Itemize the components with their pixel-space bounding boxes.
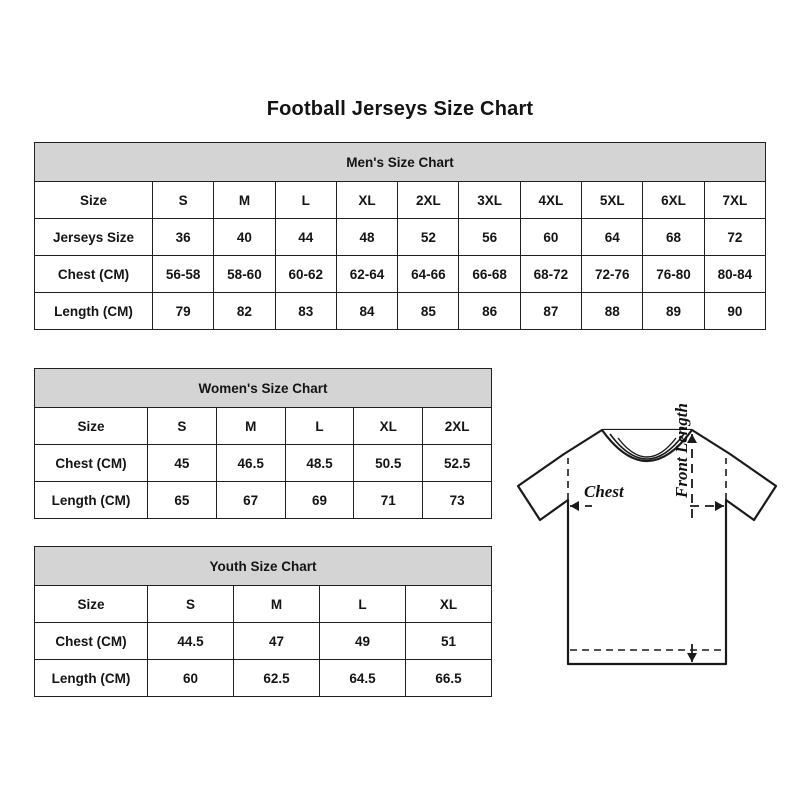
cell: 46.5 [216, 445, 285, 482]
chest-measurement-label: Chest [584, 482, 624, 501]
row-label: Chest (CM) [35, 623, 148, 660]
table-row [35, 256, 766, 293]
row-label: Size [35, 408, 148, 445]
cell: 62-64 [336, 256, 397, 293]
table-row [35, 482, 492, 519]
table-row [35, 623, 492, 660]
cell: L [275, 182, 336, 219]
cell: M [234, 586, 320, 623]
mens-size-chart-table [34, 142, 766, 330]
table-row [35, 660, 492, 697]
cell: 56-58 [153, 256, 214, 293]
cell: 60 [148, 660, 234, 697]
cell: 87 [520, 293, 581, 330]
cell: 44.5 [148, 623, 234, 660]
cell: 40 [214, 219, 275, 256]
cell: 89 [643, 293, 704, 330]
table-row [35, 586, 492, 623]
cell: 58-60 [214, 256, 275, 293]
cell: 2XL [423, 408, 492, 445]
tshirt-icon [496, 396, 796, 696]
cell: 62.5 [234, 660, 320, 697]
cell: M [216, 408, 285, 445]
cell: 6XL [643, 182, 704, 219]
mens-table-caption: Men's Size Chart [35, 143, 766, 182]
cell: 68 [643, 219, 704, 256]
row-label: Length (CM) [35, 482, 148, 519]
cell: 72-76 [582, 256, 643, 293]
cell: S [153, 182, 214, 219]
cell: 7XL [704, 182, 765, 219]
cell: 66-68 [459, 256, 520, 293]
cell: 60 [520, 219, 581, 256]
cell: 83 [275, 293, 336, 330]
cell: 3XL [459, 182, 520, 219]
row-label: Length (CM) [35, 660, 148, 697]
tshirt-measurement-diagram [496, 396, 796, 696]
cell: 69 [285, 482, 354, 519]
cell: S [148, 408, 217, 445]
cell: 56 [459, 219, 520, 256]
cell: 85 [398, 293, 459, 330]
cell: 82 [214, 293, 275, 330]
cell: 79 [153, 293, 214, 330]
cell: XL [406, 586, 492, 623]
cell: 90 [704, 293, 765, 330]
cell: 52.5 [423, 445, 492, 482]
cell: 36 [153, 219, 214, 256]
page-title: Football Jerseys Size Chart [266, 98, 534, 120]
cell: 51 [406, 623, 492, 660]
womens-size-chart-table [34, 368, 492, 519]
cell: 60-62 [275, 256, 336, 293]
cell: 72 [704, 219, 765, 256]
cell: XL [354, 408, 423, 445]
table-caption-row [35, 143, 766, 182]
row-label: Size [35, 586, 148, 623]
table-row [35, 182, 766, 219]
table-caption-row [35, 547, 492, 586]
cell: 65 [148, 482, 217, 519]
table-row [35, 219, 766, 256]
cell: 48.5 [285, 445, 354, 482]
cell: 86 [459, 293, 520, 330]
cell: 84 [336, 293, 397, 330]
cell: 71 [354, 482, 423, 519]
cell: S [148, 586, 234, 623]
row-label: Size [35, 182, 153, 219]
cell: 76-80 [643, 256, 704, 293]
cell: 45 [148, 445, 217, 482]
cell: 5XL [582, 182, 643, 219]
table-row [35, 293, 766, 330]
youth-size-chart-table [34, 546, 492, 697]
cell: 52 [398, 219, 459, 256]
cell: 50.5 [354, 445, 423, 482]
cell: 4XL [520, 182, 581, 219]
cell: 80-84 [704, 256, 765, 293]
row-label: Jerseys Size [35, 219, 153, 256]
cell: 44 [275, 219, 336, 256]
cell: 48 [336, 219, 397, 256]
cell: 64-66 [398, 256, 459, 293]
table-row [35, 445, 492, 482]
cell: L [285, 408, 354, 445]
womens-table-caption: Women's Size Chart [35, 369, 492, 408]
cell: 67 [216, 482, 285, 519]
cell: 73 [423, 482, 492, 519]
row-label: Chest (CM) [35, 445, 148, 482]
front-length-measurement-label: Front Length [672, 403, 691, 498]
cell: 88 [582, 293, 643, 330]
cell: 66.5 [406, 660, 492, 697]
cell: 64.5 [320, 660, 406, 697]
cell: L [320, 586, 406, 623]
row-label: Length (CM) [35, 293, 153, 330]
table-row [35, 408, 492, 445]
cell: XL [336, 182, 397, 219]
cell: 47 [234, 623, 320, 660]
row-label: Chest (CM) [35, 256, 153, 293]
cell: M [214, 182, 275, 219]
cell: 49 [320, 623, 406, 660]
cell: 64 [582, 219, 643, 256]
youth-table-caption: Youth Size Chart [35, 547, 492, 586]
cell: 2XL [398, 182, 459, 219]
cell: 68-72 [520, 256, 581, 293]
table-caption-row [35, 369, 492, 408]
